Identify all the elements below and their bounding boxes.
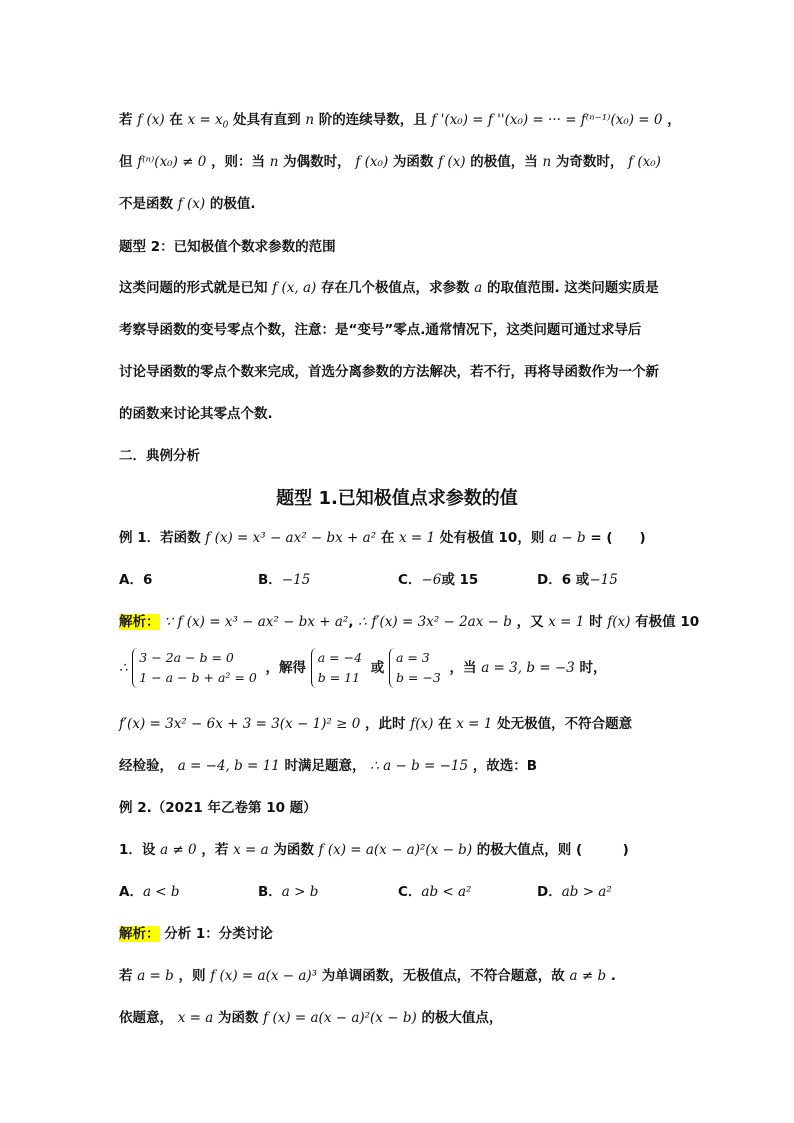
option-b: B．a > b bbox=[258, 884, 319, 900]
solution-line: f′(x) = 3x² − 6x + 3 = 3(x − 1)² ≥ 0 ，此时 f(x) 在 x = 1 处无极值，不符合题意 bbox=[119, 716, 633, 732]
section-heading: 题型 2：已知极值个数求参数的范围 bbox=[119, 239, 336, 255]
math-derivatives: f '(x₀) = f ''(x₀) = ··· = f⁽ⁿ⁻¹⁾(x₀) = 0 bbox=[431, 112, 663, 128]
option-a: A．a < b bbox=[119, 884, 180, 900]
paragraph-line: 不是函数 f (x) 的极值. bbox=[119, 196, 256, 212]
option-d: D．ab > a² bbox=[537, 884, 612, 900]
example-question: 1．设 a ≠ 0 ，若 x = a 为函数 f (x) = a(x − a)²(x − b) 的极大值点，则 ( ) bbox=[119, 842, 629, 858]
option-a: A．6 bbox=[119, 572, 153, 588]
equation-system-line: ∴ 3 − 2a − b = 0 1 − a − b + a² = 0 ，解得 a = −4 b = 11 或 a = 3 b = −3 ，当 a = 3, b = −3 时， bbox=[119, 648, 606, 688]
paragraph-line: 这类问题的形式就是已知 f (x, a) 存在几个极值点，求参数 a 的取值范围. 这类问题实质是 bbox=[119, 280, 659, 296]
math-fn-x0: f⁽ⁿ⁾(x₀) ≠ 0 bbox=[137, 154, 207, 170]
solution-set-2: a = 3 b = −3 bbox=[389, 648, 445, 688]
paragraph-line: 但 f⁽ⁿ⁾(x₀) ≠ 0 ，则：当 n 为偶数时， f (x₀) 为函数 f (x) 的极值，当 n 为奇数时， f (x₀) bbox=[119, 154, 661, 170]
paragraph-line: 考察导函数的变号零点个数，注意：是“变号”零点.通常情况下，这类问题可通过求导后 bbox=[119, 322, 642, 338]
solution-line: 解析： ∵ f (x) = x³ − ax² − bx + a², ∴ f′(x) = 3x² − 2ax − b ，又 x = 1 时 f(x) 有极值 10 bbox=[119, 614, 700, 630]
example-heading: 例 2.（2021 年乙卷第 10 题） bbox=[119, 800, 317, 816]
section-label: 二．典例分析 bbox=[119, 448, 200, 464]
page-title: 题型 1.已知极值点求参数的值 bbox=[276, 488, 518, 509]
solution-line: 解析： 分析 1：分类讨论 bbox=[119, 926, 273, 942]
math-fx: f (x) bbox=[137, 112, 165, 128]
solution-line: 经检验， a = −4, b = 11 时满足题意， ∴ a − b = −15 ，故选：B bbox=[119, 758, 538, 774]
paragraph-line: 讨论导函数的零点个数来完成，首选分离参数的方法解决，若不行，再将导函数作为一个新 bbox=[119, 364, 659, 380]
option-c: C．−6或 15 bbox=[398, 572, 479, 588]
solution-label: 解析： bbox=[119, 926, 160, 942]
math-x-eq-x0: $x = x_0$ bbox=[187, 112, 229, 131]
solution-set-1: a = −4 b = 11 bbox=[311, 648, 366, 688]
solution-label: 解析： bbox=[119, 614, 160, 630]
option-c: C．ab < a² bbox=[398, 884, 472, 900]
equation-system: 3 − 2a − b = 0 1 − a − b + a² = 0 bbox=[132, 648, 261, 688]
example-question: 例 1．若函数 f (x) = x³ − ax² − bx + a² 在 x = 1 处有极值 10，则 a − b = ( ) bbox=[119, 530, 646, 546]
paragraph-line: 的函数来讨论其零点个数. bbox=[119, 406, 273, 422]
math-n: n bbox=[305, 112, 315, 128]
solution-line: 若 a = b ，则 f (x) = a(x − a)³ 为单调函数，无极值点，不符合题意，故 a ≠ b . bbox=[119, 968, 616, 984]
paragraph-line: 若 f (x) 在 $x = x_0$ 处具有直到 n 阶的连续导数，且 f '(x₀) = f ''(x₀) = ··· = f⁽ⁿ⁻¹⁾(x₀) = 0 ， bbox=[119, 112, 681, 131]
option-d: D．6 或−15 bbox=[537, 572, 618, 588]
solution-line: 依题意， x = a 为函数 f (x) = a(x − a)²(x − b) 的极大值点， bbox=[119, 1010, 503, 1026]
option-b: B．−15 bbox=[258, 572, 311, 588]
